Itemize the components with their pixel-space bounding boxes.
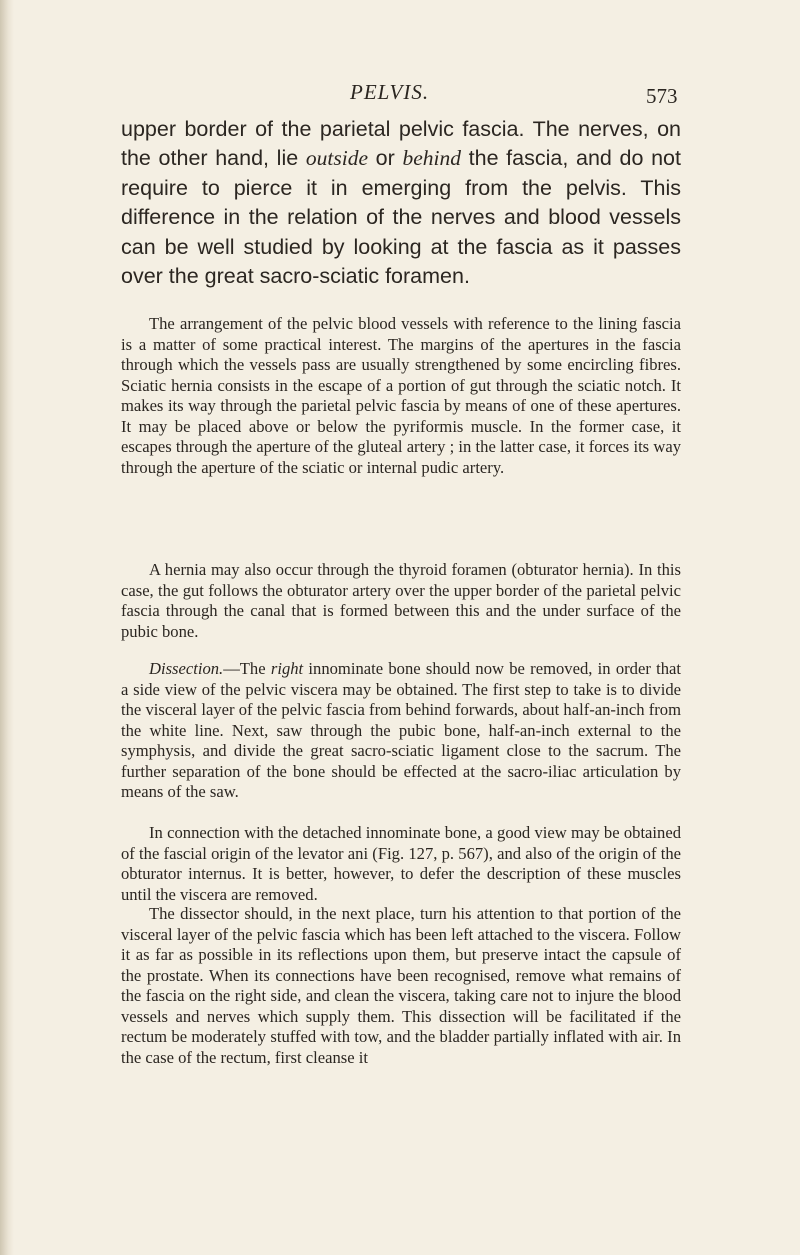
- running-head: PELVIS.: [350, 80, 430, 104]
- paragraph-visceral-layer: The dissector should, in the next place, turn his attention to that portion of the visceral layer of the pelvic fascia which has been left attached to the viscera. Follow it as far as possible in its reflections upon them, but preserve intact the capsule of the prostate. When its connections have been recognised, remove what remains of the fascia on the right side, and clean the viscera, taking care not to injure the blood vessels and nerves which supply them. This dissection will be facilitated if the rectum be moderately stuffed with tow, and the bladder partially inflated with air. In the case of the rectum, first cleanse it: [121, 904, 681, 1067]
- paragraph-obturator-hernia: A hernia may also occur through the thyroid foramen (obturator hernia). In this case, the gut follows the obturator artery over the upper border of the parietal pelvic fascia through the canal that is formed between this and the under surface of the pubic bone.: [121, 560, 681, 641]
- dissection-text: innominate bone should now be removed, in order that a side view of the pelvic viscera may be obtained. The first step to take is to divide the visceral layer of the pelvic fascia from behind forwards, about half-an-inch from the white line. Next, saw through the pubic bone, half-an-inch external to the symphysis, and divide the great sacro-sciatic ligament close to the sacrum. The further separation of the bone should be effected at the sacro-iliac articulation by means of the saw.: [121, 659, 681, 801]
- paragraph-pelvic-vessels: The arrangement of the pelvic blood vessels with reference to the lining fascia is a matter of some practical interest. The margins of the apertures in the fascia through which the vessels pass are usually strengthened by some encircling fibres. Sciatic hernia consists in the escape of a portion of gut through the sciatic notch. It makes its way through the parietal pelvic fascia by means of one of these apertures. It may be placed above or below the pyriformis muscle. In the former case, it escapes through the aperture of the gluteal artery ; in the latter case, it forces its way through the aperture of the sciatic or internal pudic artery.: [121, 314, 681, 477]
- lead-emphasis-outside: outside: [305, 146, 368, 171]
- lead-text-1: upper border of the parietal pelvic fascia. The nerves, on the other hand, lie: [121, 117, 681, 171]
- page-header: [0, 78, 800, 118]
- page-number: 573: [646, 84, 678, 108]
- lead-paragraph: [121, 115, 681, 291]
- paragraph-innominate-bone: In connection with the detached innominate bone, a good view may be obtained of the fascial origin of the levator ani (Fig. 127, p. 567), and also of the origin of the obturator internus. It is better, however, to defer the description of these muscles until the viscera are removed.: [121, 823, 681, 904]
- lead-emphasis-behind: behind: [402, 146, 461, 171]
- dissection-label: Dissection.: [149, 659, 224, 678]
- dissection-dash: —The: [223, 659, 271, 678]
- dissection-emphasis-right: right: [270, 659, 304, 678]
- lead-text-3: the fascia, and do not require to pierce it in emerging from the pelvis. This difference in the relation of the nerves and blood vessels can be well studied by looking at the fascia as it passes over the great sacro-sciatic foramen.: [121, 146, 681, 289]
- paragraph-dissection: [121, 659, 681, 803]
- lead-text-2: or: [367, 146, 403, 171]
